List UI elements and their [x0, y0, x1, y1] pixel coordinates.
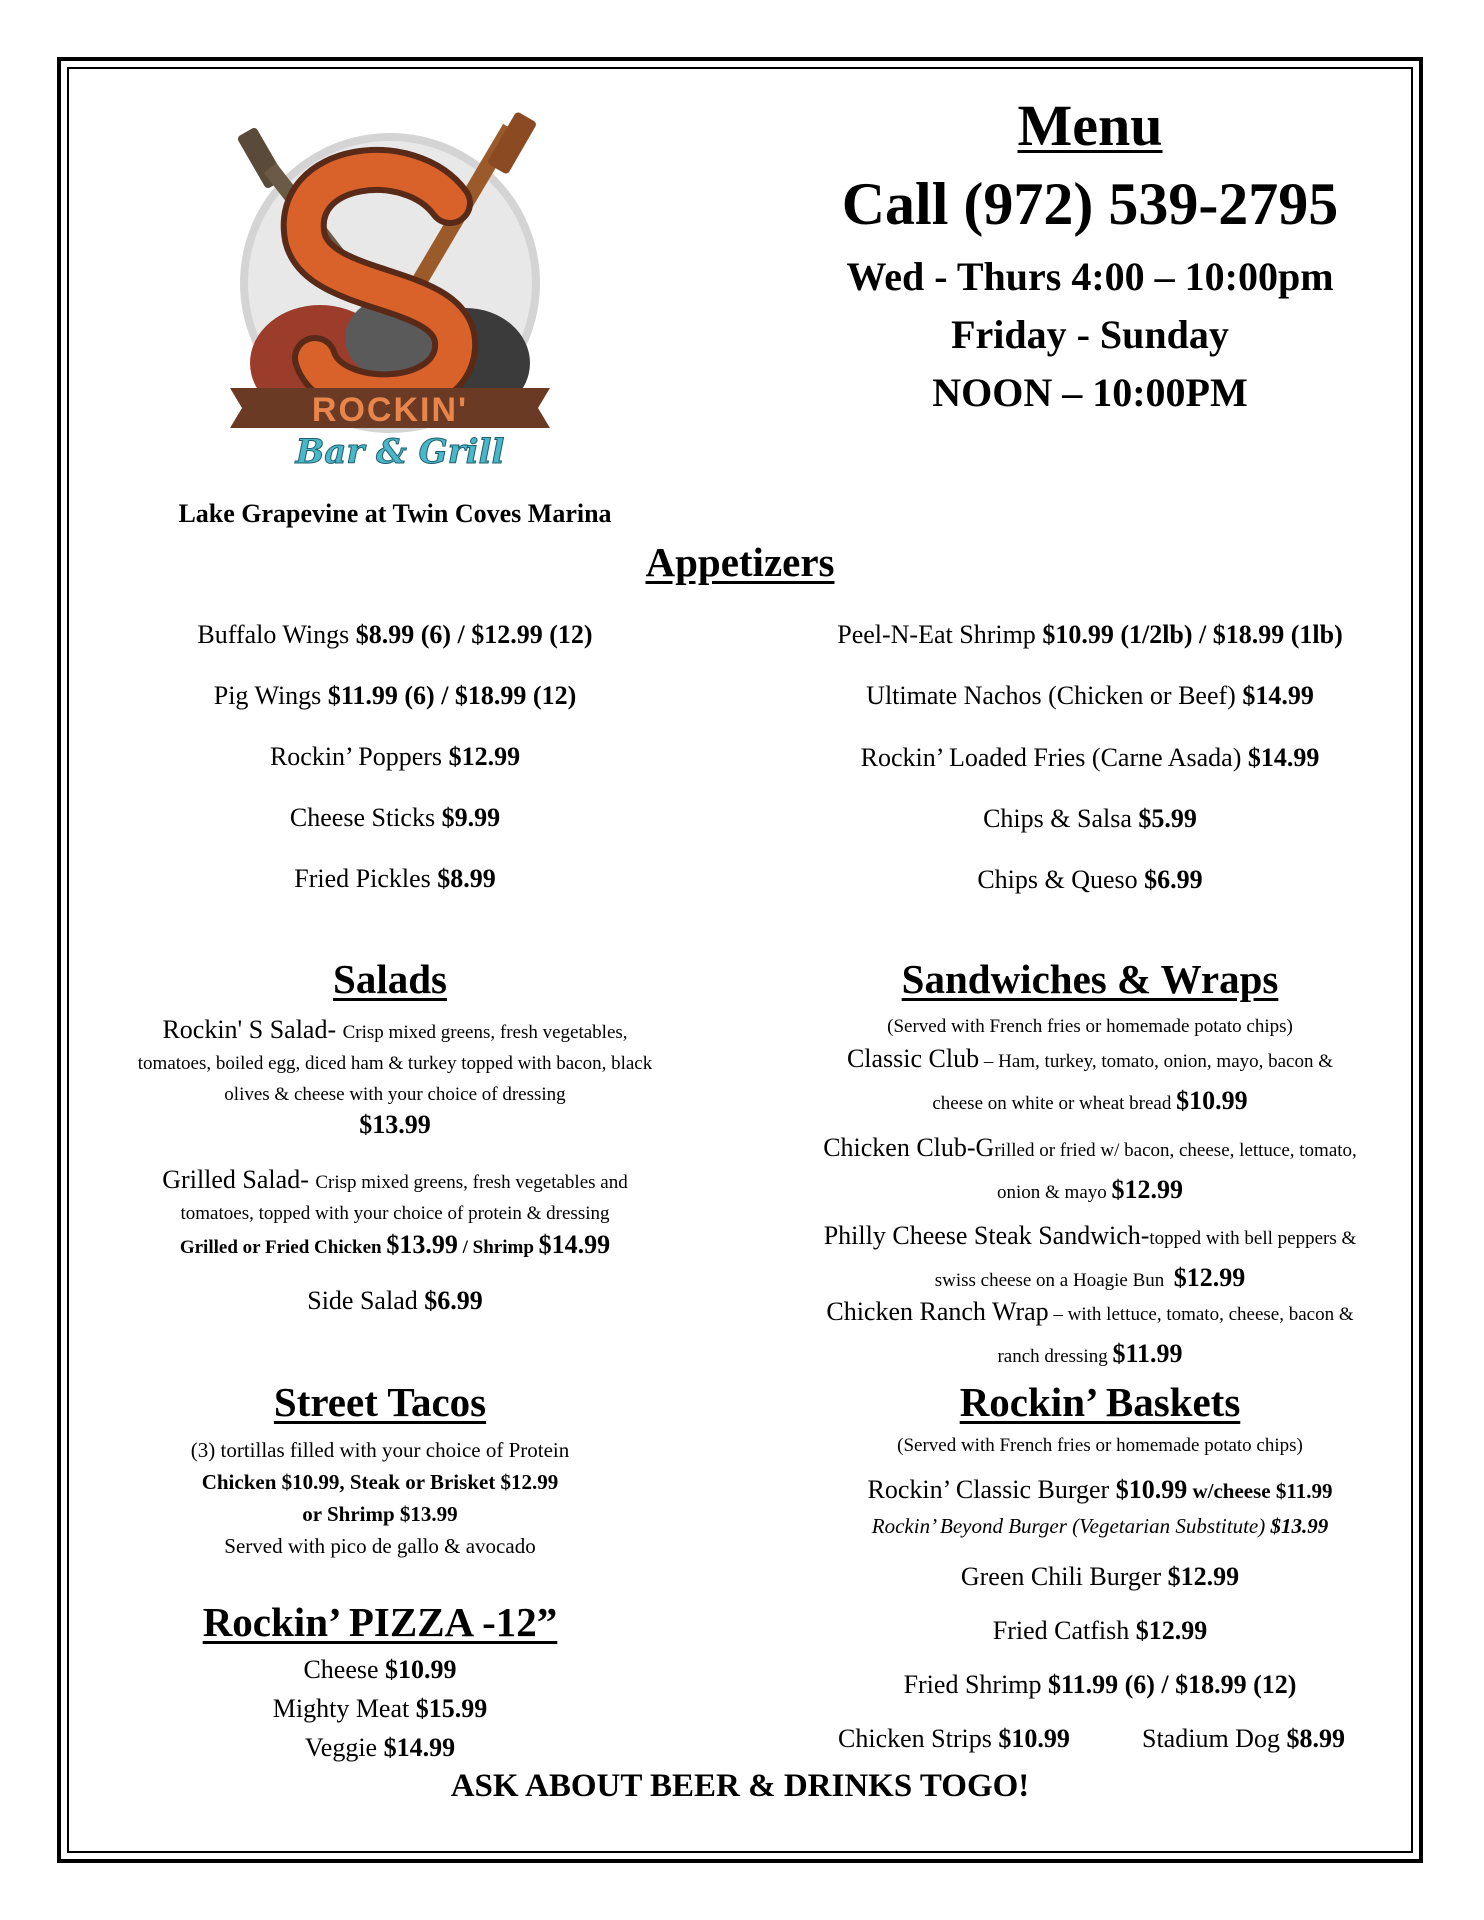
- menu-item: Chips & Salsa $5.99: [983, 804, 1197, 833]
- classic-club-item: Classic Club – Ham, turkey, tomato, onion, mayo, bacon & cheese on white or wheat bread $10.99: [846, 1044, 1334, 1115]
- salads-heading: Salads: [333, 956, 447, 1002]
- street-tacos-heading: Street Tacos: [273, 1379, 487, 1425]
- baskets-heading: Rockin’ Baskets: [959, 1379, 1241, 1425]
- menu-item: Rockin’ Beyond Burger (Vegetarian Substitute) $13.99: [871, 1514, 1329, 1538]
- hours-weekend-days: Friday - Sunday: [951, 312, 1229, 357]
- logo-script-text: Bar & Grill: [295, 432, 505, 472]
- menu-item: Fried Pickles $8.99: [294, 864, 496, 893]
- street-tacos-details: (3) tortillas filled with your choice of Protein Chicken $10.99, Steak or Brisket $12.99 or Shrimp $13.99 Served with pico de gallo & avocado: [190, 1438, 570, 1558]
- logo-name-text: ROCKIN': [311, 391, 469, 429]
- menu-item: Chicken Strips $10.99: [838, 1724, 1070, 1753]
- menu-item: Cheese $10.99: [303, 1655, 457, 1684]
- menu-item: Buffalo Wings $8.99 (6) / $12.99 (12): [197, 620, 593, 649]
- hours-weekday: Wed - Thurs 4:00 – 10:00pm: [846, 254, 1334, 299]
- chicken-club-item: Chicken Club-Grilled or fried w/ bacon, cheese, lettuce, tomato, onion & mayo $12.99: [823, 1133, 1357, 1204]
- menu-item: Fried Catfish $12.99: [992, 1616, 1208, 1645]
- rockin-s-salad-price: $13.99: [359, 1110, 431, 1139]
- side-salad-item: Side Salad $6.99: [307, 1286, 483, 1315]
- pizza-heading: Rockin’ PIZZA -12”: [202, 1599, 558, 1645]
- sandwiches-heading: Sandwiches & Wraps: [901, 956, 1279, 1002]
- menu-item: Green Chili Burger $12.99: [960, 1562, 1240, 1591]
- menu-item: Fried Shrimp $11.99 (6) / $18.99 (12): [903, 1670, 1297, 1699]
- menu-item: Peel-N-Eat Shrimp $10.99 (1/2lb) / $18.99 (1lb): [837, 620, 1343, 649]
- menu-item: Rockin’ Loaded Fries (Carne Asada) $14.99: [860, 743, 1320, 772]
- rockin-s-logo: [210, 108, 570, 488]
- guitar-s-logo-icon: [210, 108, 570, 488]
- appetizers-heading: Appetizers: [645, 539, 835, 585]
- menu-item: Ultimate Nachos (Chicken or Beef) $14.99: [866, 681, 1314, 710]
- philly-cheese-steak-item: Philly Cheese Steak Sandwich-topped with bell peppers & swiss cheese on a Hoagie Bun $12.99: [823, 1221, 1357, 1292]
- phone-number: Call (972) 539-2795: [841, 171, 1339, 237]
- hours-weekend-time: NOON – 10:00PM: [932, 370, 1248, 415]
- menu-item: Rockin’ Classic Burger $10.99 w/cheese $11.99: [867, 1475, 1333, 1504]
- menu-title: Menu: [1017, 93, 1163, 158]
- menu-item: Veggie $14.99: [304, 1733, 456, 1762]
- footer-note: ASK ABOUT BEER & DRINKS TOGO!: [450, 1768, 1030, 1804]
- menu-item: Chips & Queso $6.99: [977, 865, 1203, 894]
- menu-item: Pig Wings $11.99 (6) / $18.99 (12): [213, 681, 577, 710]
- sandwiches-note: (Served with French fries or homemade potato chips): [887, 1016, 1293, 1037]
- grilled-salad-item: Grilled Salad- Crisp mixed greens, fresh vegetables and tomatoes, topped with your choice of protein & dressing Grilled or Fried Chicken $13.99 / Shrimp $14.99: [162, 1165, 628, 1259]
- baskets-note: (Served with French fries or homemade potato chips): [897, 1435, 1303, 1456]
- rockin-s-salad-item: Rockin' S Salad- Crisp mixed greens, fresh vegetables, tomatoes, boiled egg, diced ham & turkey topped with bacon, black olives & cheese with your choice of dressing: [137, 1015, 653, 1105]
- menu-item: Mighty Meat $15.99: [272, 1694, 488, 1723]
- menu-item: Cheese Sticks $9.99: [289, 803, 501, 832]
- menu-item: Rockin’ Poppers $12.99: [269, 742, 521, 771]
- menu-item: Stadium Dog $8.99: [1142, 1724, 1345, 1753]
- location-text: Lake Grapevine at Twin Coves Marina: [178, 499, 612, 528]
- chicken-ranch-wrap-item: Chicken Ranch Wrap – with lettuce, tomato, cheese, bacon & ranch dressing $11.99: [826, 1297, 1354, 1368]
